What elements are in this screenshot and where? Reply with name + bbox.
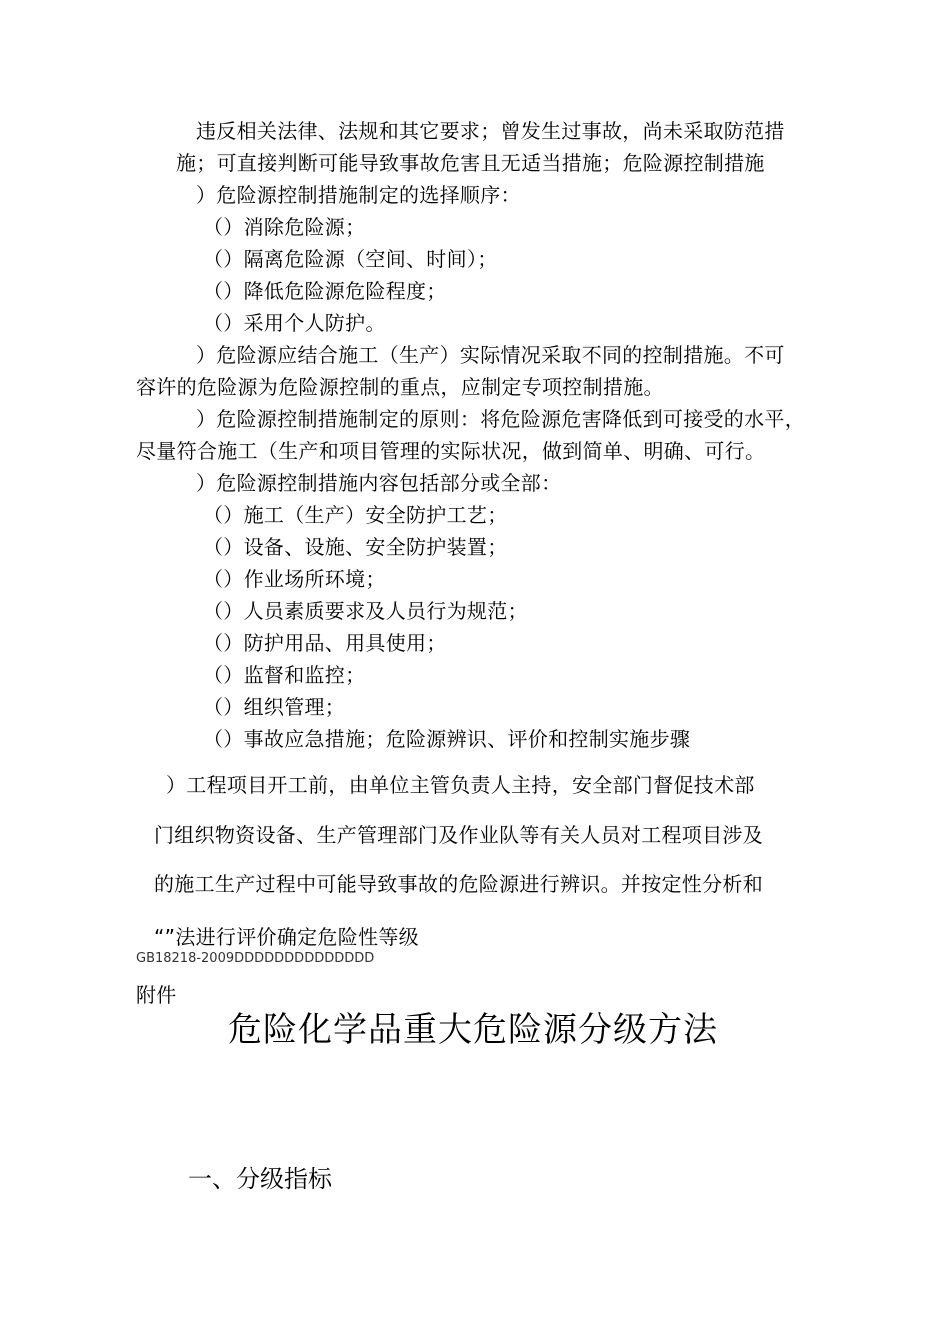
paragraph2-line2: 容许的危险源为危险源控制的重点，应制定专项控制措施。 [136, 375, 664, 399]
content-item-1: （）施工（生产）安全防护工艺； [203, 503, 508, 527]
section-heading: 一、分级指标 [188, 1165, 332, 1193]
paragraph4-line2: 门组织物资设备、生产管理部门及作业队等有关人员对工程项目涉及 [154, 823, 763, 847]
attachment-label: 附件 [136, 983, 177, 1007]
paragraph4-line4: “”法进行评价确定危险性等级 [154, 925, 419, 949]
content-item-2: （）设备、设施、安全防护装置； [203, 535, 508, 559]
content-item-3: （）作业场所环境； [203, 567, 386, 591]
paragraph4-line1: ）工程项目开工前，由单位主管负责人主持，安全部门督促技术部 [166, 773, 755, 797]
paragraph1-line1: 违反相关法律、法规和其它要求；曾发生过事故，尚未采取防范措 [196, 119, 785, 143]
order-item-2: （）隔离危险源（空间、时间）； [203, 247, 498, 271]
paragraph2-line1: ）危险源应结合施工（生产）实际情况采取不同的控制措施。不可 [196, 343, 785, 367]
content-item-4: （）人员素质要求及人员行为规范； [203, 599, 528, 623]
content-item-8: （）事故应急措施；危险源辨识、评价和控制实施步骤 [203, 727, 691, 751]
paragraph3-line2: 尽量符合施工（生产和项目管理的实际状况，做到简单、明确、可行。 [136, 439, 766, 463]
paragraph3-line1: ）危险源控制措施制定的原则：将危险源危害降低到可接受的水平， [196, 407, 805, 431]
paragraph1-line2: 施；可直接判断可能导致事故危害且无适当措施；危险源控制措施 [176, 151, 765, 175]
content-item-7: （）组织管理； [203, 695, 346, 719]
order-heading: ）危险源控制措施制定的选择顺序： [196, 183, 521, 207]
standard-reference: GB18218-2009DDDDDDDDDDDDDD [136, 951, 375, 966]
content-item-5: （）防护用品、用具使用； [203, 631, 447, 655]
order-item-4: （）采用个人防护。 [203, 311, 386, 335]
content-item-6: （）监督和监控； [203, 663, 366, 687]
content-heading: ）危险源控制措施内容包括部分或全部： [196, 471, 562, 495]
order-item-3: （）降低危险源危险程度； [203, 279, 447, 303]
document-title: 危险化学品重大危险源分级方法 [228, 1010, 718, 1050]
order-item-1: （）消除危险源； [203, 215, 366, 239]
paragraph4-line3: 的施工生产过程中可能导致事故的危险源进行辨识。并按定性分析和 [154, 872, 763, 896]
